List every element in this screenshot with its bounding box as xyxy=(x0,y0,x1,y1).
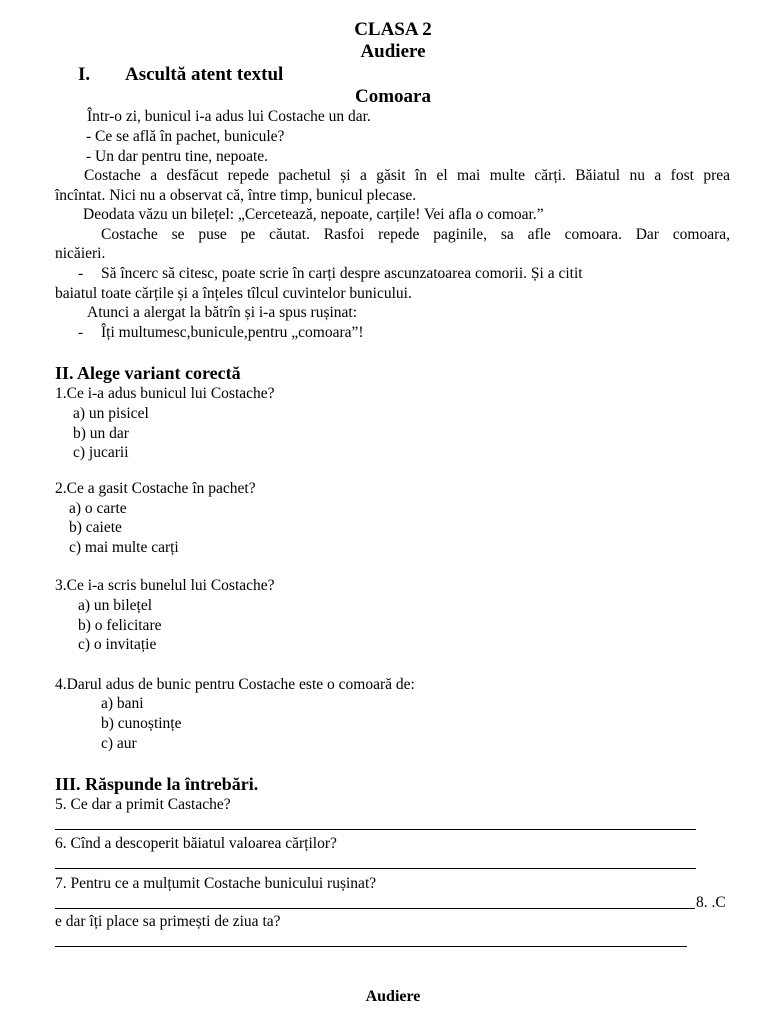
section-1-title: Ascultă atent textul xyxy=(125,64,284,85)
story-line: - Un dar pentru tine, nepoate. xyxy=(86,148,269,165)
dialogue-dash: - xyxy=(78,265,84,282)
section-2-title: II. Alege variant corectă xyxy=(55,363,241,383)
question-1: 1.Ce i-a adus bunicul lui Costache? xyxy=(55,385,275,402)
option-4b: b) cunoștințe xyxy=(101,715,182,732)
option-3c: c) o invitație xyxy=(78,636,157,653)
option-4c: c) aur xyxy=(101,735,137,752)
answer-line-6[interactable] xyxy=(55,868,696,869)
option-1b: b) un dar xyxy=(73,425,129,442)
question-8-rest: e dar îți place sa primești de ziua ta? xyxy=(55,913,281,930)
story-title: Comoara xyxy=(355,86,431,107)
story-line: Deodata văzu un bilețel: „Cercetează, nepoate, carțile! Vei afla o comoar.” xyxy=(83,206,544,223)
question-5: 5. Ce dar a primit Castache? xyxy=(55,796,231,813)
option-2c: c) mai multe carți xyxy=(69,539,179,556)
footer-label: Audiere xyxy=(365,988,421,1005)
question-2: 2.Ce a gasit Costache în pachet? xyxy=(55,480,256,497)
option-1a: a) un pisicel xyxy=(73,405,149,422)
answer-line-7[interactable] xyxy=(55,908,695,909)
question-8-start: 8. .C xyxy=(696,894,726,911)
option-2a: a) o carte xyxy=(69,500,127,517)
answer-line-8[interactable] xyxy=(55,946,687,947)
question-6: 6. Cînd a descoperit băiatul valoarea cărților? xyxy=(55,835,337,852)
option-1c: c) jucarii xyxy=(73,444,129,461)
answer-line-5[interactable] xyxy=(55,829,696,830)
story-line: Costache se puse pe căutat. Rasfoi repede paginile, sa afle comoara. Dar comoara, xyxy=(101,226,730,243)
class-heading: CLASA 2 xyxy=(354,19,432,40)
story-line: Să încerc să citesc, poate scrie în carți despre ascunzatoarea comorii. Și a citit xyxy=(101,265,583,282)
option-2b: b) caiete xyxy=(69,519,122,536)
story-line: - Ce se află în pachet, bunicule? xyxy=(86,128,285,145)
story-line: Într-o zi, bunicul i-a adus lui Costache un dar. xyxy=(87,108,371,125)
question-4: 4.Darul adus de bunic pentru Costache este o comoară de: xyxy=(55,676,415,693)
option-4a: a) bani xyxy=(101,695,144,712)
subject-heading: Audiere xyxy=(360,41,426,62)
story-line: încîntat. Nici nu a observat că, între timp, bunicul plecase. xyxy=(55,187,417,204)
story-line: nicăieri. xyxy=(55,245,106,262)
section-3-title: III. Răspunde la întrebări. xyxy=(55,774,259,794)
section-1-number: I. xyxy=(78,64,91,85)
story-line: Atunci a alergat la bătrîn și i-a spus rușinat: xyxy=(87,304,358,321)
question-3: 3.Ce i-a scris bunelul lui Costache? xyxy=(55,577,275,594)
question-7: 7. Pentru ce a mulțumit Costache bunicului rușinat? xyxy=(55,875,377,892)
dialogue-dash: - xyxy=(78,324,84,341)
story-line: baiatul toate cărțile și a înțeles tîlcul cuvintelor bunicului. xyxy=(55,285,412,302)
option-3b: b) o felicitare xyxy=(78,617,162,634)
story-line: Îți multumesc,bunicule,pentru „comoara”! xyxy=(101,324,364,341)
story-line: Costache a desfăcut repede pachetul și a găsit în el mai multe cărți. Băiatul nu a fost prea xyxy=(84,167,730,184)
option-3a: a) un bilețel xyxy=(78,597,153,614)
